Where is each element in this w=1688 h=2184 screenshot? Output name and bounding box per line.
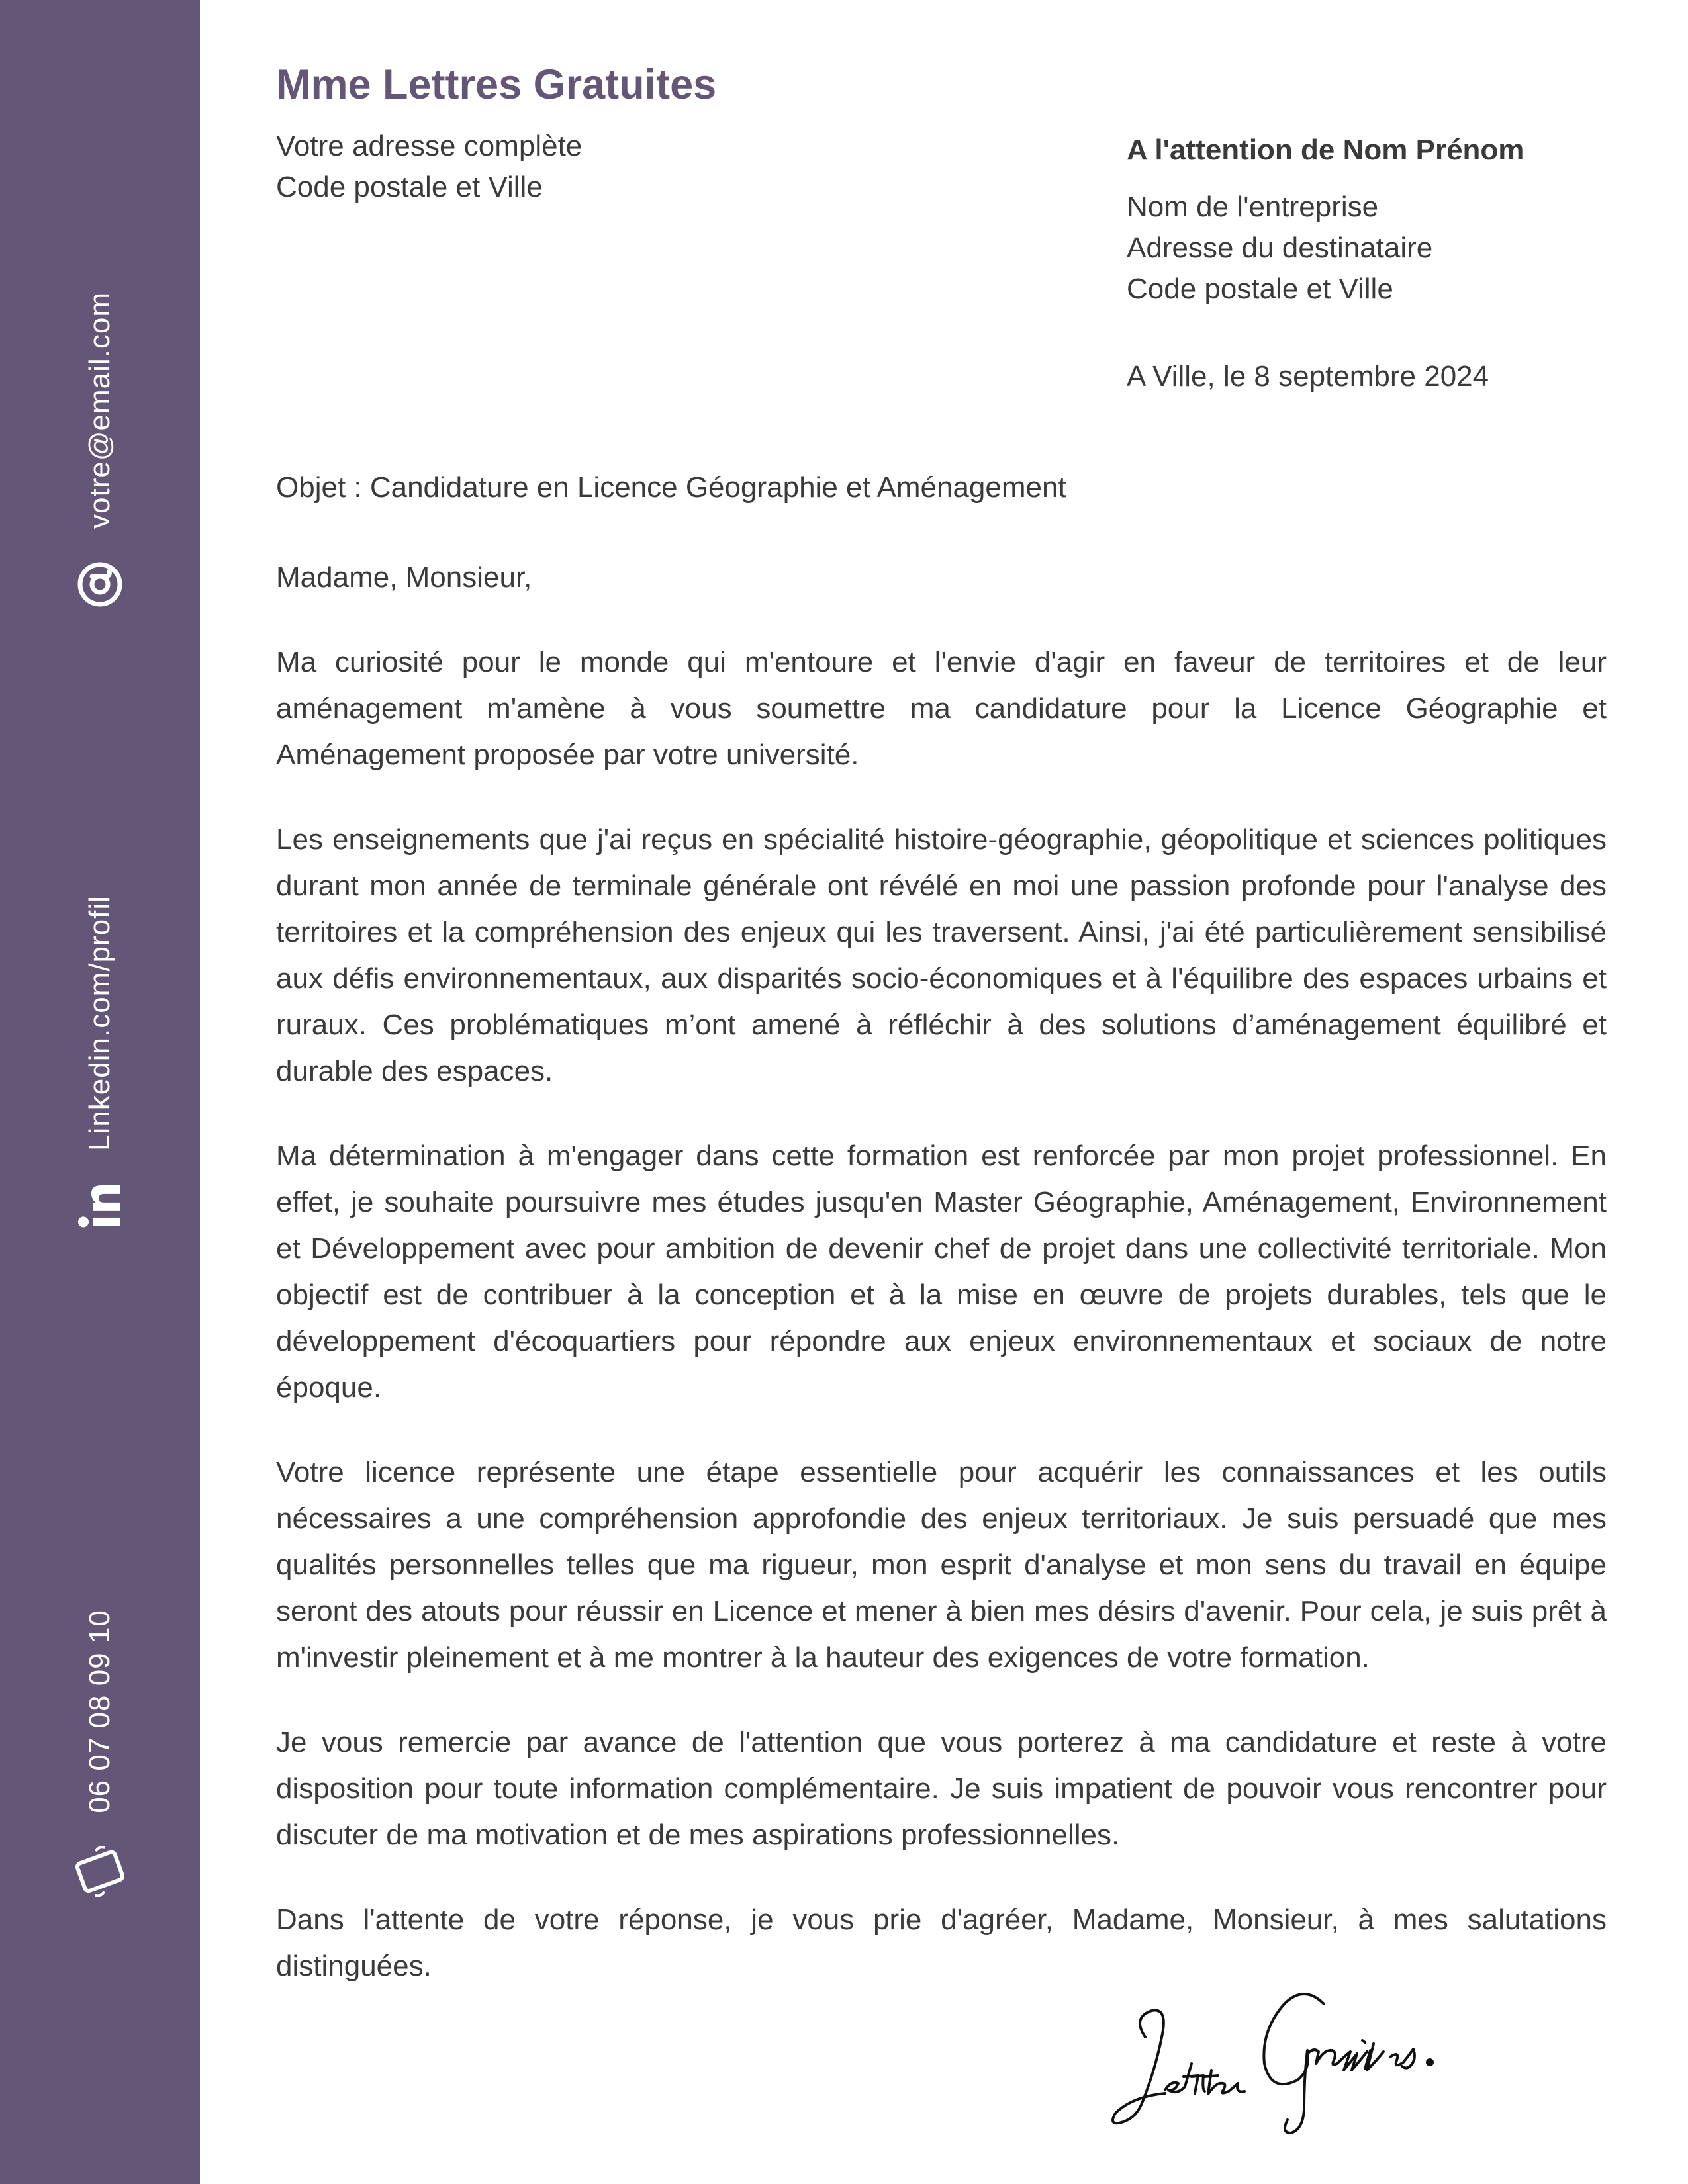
letter-page — [276, 0, 1607, 2184]
linkedin-text[interactable]: Linkedin.com/profil — [83, 895, 116, 1151]
letter-object: Objet : Candidature en Licence Géographie et Aménagement — [276, 471, 1066, 504]
at-sign-icon — [76, 561, 124, 608]
recipient-block — [1127, 130, 1524, 397]
phone-text[interactable]: 06 07 08 09 10 — [83, 1610, 116, 1813]
phone-contact — [73, 1610, 126, 1898]
email-contact — [76, 292, 124, 608]
salutation: Madame, Monsieur, — [276, 561, 532, 594]
body-paragraph: Ma détermination à m'engager dans cette formation est renforcée par mon projet professionnel. En effet, je souhaite poursuivre mes études jusqu'en Master Géographie, Aménagement, Environnement et Développement avec pour ambition de devenir chef de projet dans une collectivité territoriale. Mon objectif est de contribuer à la conception et à la mise en œuvre de projets durables, tels que le développement d'écoquartiers pour répondre aux enjeux environnementaux et sociaux de notre époque. — [276, 1140, 1607, 1404]
sender-name: Mme Lettres Gratuites — [276, 62, 717, 108]
contact-sidebar — [0, 0, 200, 2184]
closing-paragraph: Dans l'attente de votre réponse, je vous prie d'agréer, Madame, Monsieur, à mes salutations distinguées. — [276, 1903, 1607, 1982]
recipient-city: Code postale et Ville — [1127, 273, 1393, 305]
linkedin-contact — [77, 895, 123, 1229]
phone-icon — [73, 1845, 126, 1898]
recipient-company: Nom de l'entreprise — [1127, 191, 1379, 223]
email-text[interactable]: votre@email.com — [83, 292, 116, 529]
sender-address — [276, 126, 582, 208]
letter-date: A Ville, le 8 septembre 2024 — [1127, 360, 1489, 392]
sender-address-line2: Code postale et Ville — [276, 171, 543, 203]
body-paragraph: Je vous remercie par avance de l'attention que vous porterez à ma candidature et reste à votre disposition pour toute information complémentaire. Je suis impatient de pouvoir vous rencontrer pour discuter de ma motivation et de mes aspirations professionnelles. — [276, 1726, 1607, 1851]
handwritten-signature — [1105, 1978, 1450, 2140]
recipient-attention: A l'attention de Nom Prénom — [1127, 134, 1524, 166]
body-paragraph: Votre licence représente une étape essentielle pour acquérir les connaissances et les outils nécessaires a une compréhension approfondie des enjeux territoriaux. Je suis persuadé que mes qualités personnelles telles que ma rigueur, mon esprit d'analyse et mon sens du travail en équipe seront des atouts pour réussir en Licence et mener à bien mes désirs d'avenir. Pour cela, je suis prêt à m'investir pleinement et à me montrer à la hauteur des exigences de votre formation. — [276, 1456, 1607, 1674]
letter-body — [276, 555, 1607, 2028]
body-paragraph: Les enseignements que j'ai reçus en spécialité histoire-géographie, géopolitique et sciences politiques durant mon année de terminale générale ont révélé en moi une passion profonde pour l'analyse des territoires et la compréhension des enjeux qui les traversent. Ainsi, j'ai été particulièrement sensibilisé aux défis environnementaux, aux disparités socio-économiques et à l'équilibre des espaces urbains et ruraux. Ces problématiques m’ont amené à réfléchir à des solutions d’aménagement équilibré et durable des espaces. — [276, 823, 1607, 1087]
linkedin-icon — [77, 1183, 123, 1229]
sender-address-line1: Votre adresse complète — [276, 130, 583, 162]
body-paragraph: Ma curiosité pour le monde qui m'entoure et l'envie d'agir en faveur de territoires et de leur aménagement m'amène à vous soumettre ma candidature pour la Licence Géographie et Aménagement proposée par votre université. — [276, 646, 1607, 771]
recipient-address: Adresse du destinataire — [1127, 232, 1433, 264]
